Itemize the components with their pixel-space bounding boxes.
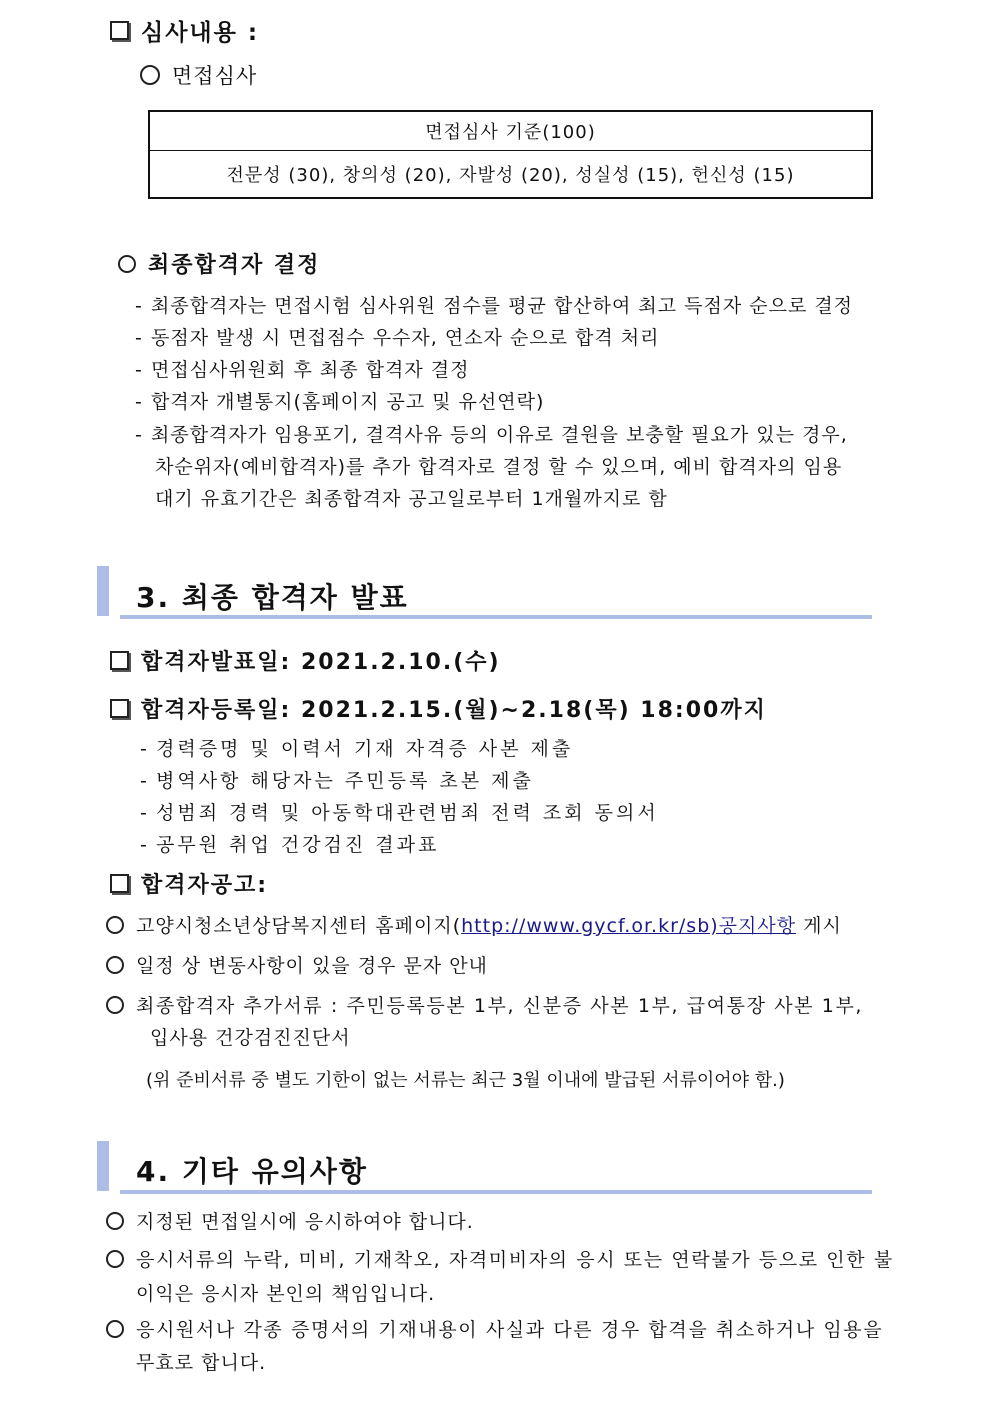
circle-bullet-icon: [106, 1212, 124, 1230]
circle-bullet-icon: [140, 65, 160, 85]
final-item-5-cont: 차순위자(예비합격자)를 추가 합격자로 결정 할 수 있으며, 예비 합격자의 임용: [155, 456, 843, 478]
register-item-2: - 병역사항 해당자는 주민등록 초본 제출: [140, 770, 534, 792]
notice-item-2: 일정 상 변동사항이 있을 경우 문자 안내: [106, 951, 488, 978]
notice-item-3: 최종합격자 추가서류 : 주민등록등본 1부, 신분증 사본 1부, 급여통장 사본 1부,: [106, 991, 863, 1018]
circle-bullet-icon: [106, 1250, 124, 1268]
final-item-4: - 합격자 개별통지(홈페이지 공고 및 유선연락): [135, 391, 545, 413]
notes-item-2: 응시서류의 누락, 미비, 기재착오, 자격미비자의 응시 또는 연락불가 등으로 인한 불: [106, 1245, 894, 1272]
review-sub: 면접심사: [140, 60, 257, 90]
notes-item-3: 응시원서나 각종 증명서의 기재내용이 사실과 다른 경우 합격을 취소하거나 임용을: [106, 1315, 883, 1342]
section-underline: [120, 1190, 872, 1194]
notice-item-1: 고양시청소년상담복지센터 홈페이지(http://www.gycf.or.kr/sb)공지사항 게시: [106, 911, 842, 938]
circle-bullet-icon: [106, 916, 124, 934]
circle-bullet-icon: [106, 1320, 124, 1338]
checkbox-square-icon: [110, 699, 129, 718]
checkbox-square-icon: [110, 874, 129, 893]
final-item-1: - 최종합격자는 면접시험 심사위원 점수를 평균 합산하여 최고 득점자 순으로 결정: [135, 295, 854, 317]
circle-bullet-icon: [118, 255, 136, 273]
section-4-title: 4. 기타 유의사항: [136, 1155, 368, 1188]
final-heading: 최종합격자 결정: [118, 248, 320, 279]
criteria-table-header: 면접심사 기준(100): [149, 111, 872, 151]
notice-item-3-cont: 입사용 건강검진진단서: [150, 1027, 351, 1049]
register-item-1: - 경력증명 및 이력서 기재 자격증 사본 제출: [140, 738, 574, 760]
announce-date: 합격자발표일: 2021.2.10.(수): [110, 645, 501, 676]
notice-note: (위 준비서류 중 별도 기한이 없는 서류는 최근 3월 이내에 발급된 서류이어야 함.): [146, 1070, 785, 1091]
section-bar: [97, 1141, 109, 1191]
notes-item-1: 지정된 면접일시에 응시하여야 합니다.: [106, 1207, 474, 1234]
checkbox-square-icon: [110, 21, 129, 40]
section-underline: [120, 615, 872, 619]
review-heading: 심사내용 :: [110, 14, 259, 47]
register-item-3: - 성범죄 경력 및 아동학대관련범죄 전력 조회 동의서: [140, 802, 659, 824]
criteria-table-row: 전문성 (30), 창의성 (20), 자발성 (20), 성실성 (15), 헌신성 (15): [149, 151, 872, 199]
final-item-3: - 면접심사위원회 후 최종 합격자 결정: [135, 359, 470, 381]
criteria-table: [148, 110, 873, 199]
final-item-5: - 최종합격자가 임용포기, 결격사유 등의 이유로 결원을 보충할 필요가 있는 경우,: [135, 424, 848, 446]
notes-item-2-cont: 이익은 응시자 본인의 책임입니다.: [136, 1283, 436, 1305]
circle-bullet-icon: [106, 996, 124, 1014]
final-item-5-cont: 대기 유효기간은 최종합격자 공고일로부터 1개월까지로 함: [155, 488, 668, 510]
final-item-2: - 동점자 발생 시 면접점수 우수자, 연소자 순으로 합격 처리: [135, 327, 660, 349]
circle-bullet-icon: [106, 956, 124, 974]
notice-heading: 합격자공고:: [110, 868, 268, 899]
section-bar: [97, 566, 109, 616]
register-item-4: - 공무원 취업 건강검진 결과표: [140, 834, 440, 856]
notes-item-3-cont: 무효로 합니다.: [136, 1352, 267, 1374]
register-date: 합격자등록일: 2021.2.15.(월)~2.18(목) 18:00까지: [110, 693, 767, 724]
section-3-title: 3. 최종 합격자 발표: [136, 581, 409, 614]
checkbox-square-icon: [110, 651, 129, 670]
homepage-link[interactable]: http://www.gycf.or.kr/sb)공지사항: [461, 915, 797, 937]
